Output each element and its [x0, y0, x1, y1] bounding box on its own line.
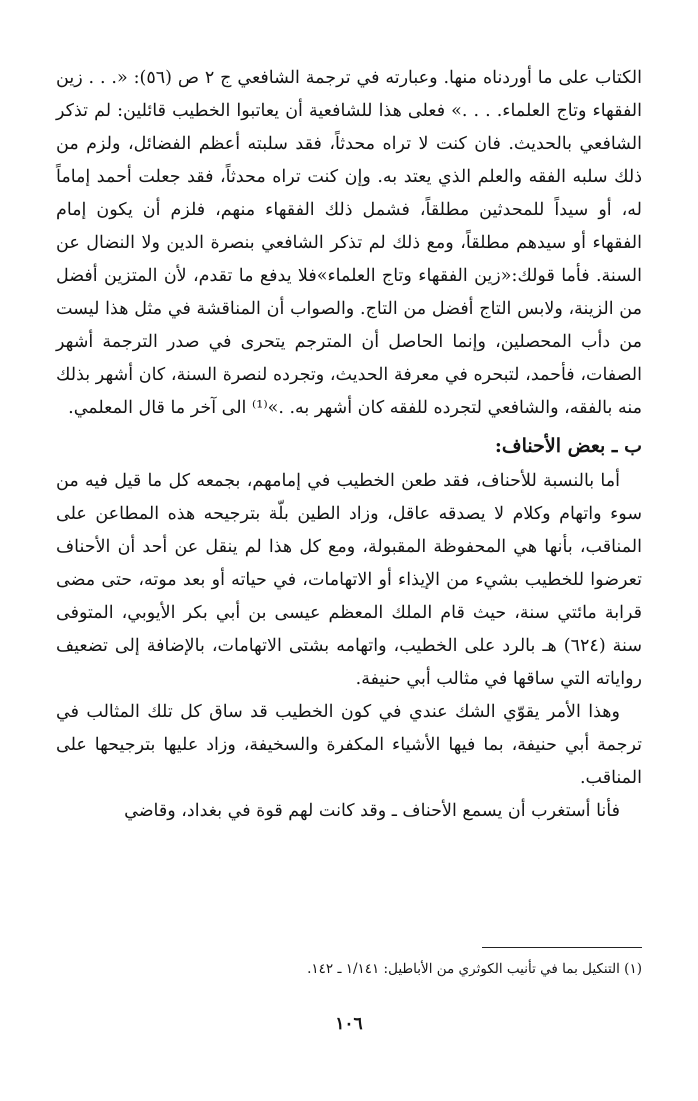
section-paragraph-2: وهذا الأمر يقوّي الشك عندي في كون الخطيب قد ساق كل تلك المثالب في ترجمة أبي حنيفة، بما فيها الأشياء المكفرة والسخيفة، وزاد عليها بترجيحها على المناقب. — [56, 702, 642, 788]
page-number: ١٠٦ — [335, 1014, 363, 1034]
section-paragraph-1: أما بالنسبة للأحناف، فقد طعن الخطيب في إمامهم، بجمعه كل ما قيل فيه من سوء واتهام وكلام لا يصدقه عاقل، وزاد الطين بلّة بترجيحه هذه المطاعن على المناقب، بأنها هي المحفوظة المقبولة، ومع كل هذا لم ينقل عن أحد أن الأحناف تعرضوا للخطيب بشيء من الإيذاء أو الاتهامات، في حياته أو بعد موته، حتى مضى قرابة مائتي سنة، حيث قام الملك المعظم عيسى بن أبي بكر الأيوبي، المتوفى سنة (٦٢٤) هـ بالرد على الخطيب، واتهامه بشتى الاتهامات، بالإضافة إلى تضعيف رواياته التي ساقها في مثالب أبي حنيفة. — [56, 471, 642, 689]
section-paragraph-3: فأنا أستغرب أن يسمع الأحناف ـ وقد كانت لهم قوة في بغداد، وقاضي — [124, 801, 620, 821]
section-heading: ب ـ بعض الأحناف: — [494, 435, 642, 457]
footnote: (١) التنكيل بما في تأنيب الكوثري من الأباطيل: ١/١٤١ ـ ١٤٢. — [307, 961, 642, 977]
footnote-divider — [482, 947, 642, 948]
page-body — [56, 62, 642, 828]
opening-paragraph: الكتاب على ما أوردناه منها. وعبارته في ترجمة الشافعي ج ٢ ص (٥٦): «. . . زين الفقهاء وتاج العلماء. . . .» فعلى هذا للشافعية أن يعاتبوا الخطيب قائلين: لم تذكر الشافعي بالحديث. فان كنت لا تراه محدثاً، فقد سلبته أعظم الفضائل، ولزم من ذلك سلبه الفقه والعلم الذي يعتد به. وإن كنت تراه محدثاً، فقد جعلت أحمد إماماً له، أو سيداً للمحدثين مطلقاً، فشمل ذلك الفقهاء منهم، فلزم أن يكون إمام الفقهاء أو سيدهم مطلقاً، ومع ذلك لم تذكر الشافعي بنصرة الدين ولا النضال عن السنة. فأما قولك:«زين الفقهاء وتاج العلماء»فلا يدفع ما تقدم، لأن المتزين أفضل من الزينة، ولابس التاج أفضل من التاج. والصواب أن المناقشة في مثل هذا ليست من دأب المحصلين، وإنما الحاصل أن المترجم يتحرى في صدر الترجمة أشهر الصفات، فأحمد، لتبحره في معرفة الحديث، وتجرده لنصرة السنة، كان أشهر بذلك منه بالفقه، والشافعي لتجرده للفقه كان أشهر به. .»⁽¹⁾ الى آخر ما قال المعلمي. — [56, 68, 642, 418]
